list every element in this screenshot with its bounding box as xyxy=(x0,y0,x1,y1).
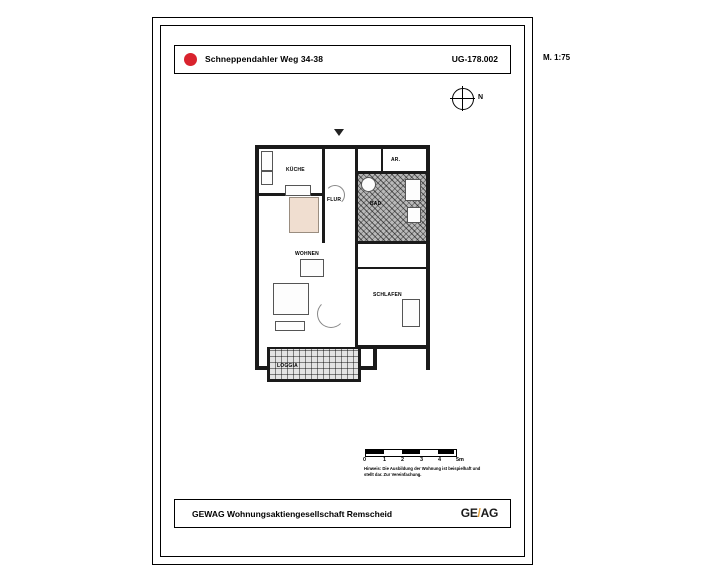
door-swing-flur xyxy=(325,185,345,205)
label-bad: BAD xyxy=(370,201,382,207)
label-flur: FLUR xyxy=(327,197,342,203)
scale-tick-4: 4 xyxy=(438,457,442,463)
disclaimer-note: Hinweis: Die Ausbildung der Wohnung ist beispielhaft und stellt dar. Zur Vereinfachung. xyxy=(364,466,481,477)
plan-title: Schneppendahler Weg 34-38 xyxy=(205,54,324,64)
kitchen-appliance xyxy=(261,171,273,185)
wall-bedroom-niche xyxy=(358,267,426,269)
bath-tub xyxy=(405,179,421,201)
logo-slash: / xyxy=(477,506,481,520)
logo-right: AG xyxy=(480,506,498,520)
wall-storage-divider xyxy=(381,149,383,171)
bath-wc xyxy=(407,207,421,223)
compass-icon xyxy=(452,88,474,110)
brand-dot-icon xyxy=(184,53,197,66)
title-block xyxy=(174,45,511,74)
wall-loggia-bottom xyxy=(267,379,361,382)
scale-tick-1: 1 xyxy=(383,457,387,463)
living-table xyxy=(273,283,309,315)
footer-block xyxy=(174,499,511,528)
wall-bottom-right xyxy=(355,345,430,349)
north-label: N xyxy=(478,94,484,101)
entrance-arrow-icon xyxy=(334,129,344,136)
label-kueche: KÜCHE xyxy=(286,167,305,173)
bedroom-wardrobe xyxy=(402,299,420,327)
living-sideboard xyxy=(275,321,305,331)
label-loggia: LOGGIA xyxy=(277,363,298,369)
bath-basin xyxy=(361,177,376,192)
label-wohnen: WOHNEN xyxy=(295,251,319,257)
scale-text: M. 1:75 xyxy=(543,53,571,62)
wall-loggia-top xyxy=(267,347,361,349)
wall-loggia-right xyxy=(358,347,361,382)
kitchen-counter xyxy=(261,151,273,171)
gewag-logo xyxy=(461,506,498,520)
wall-right xyxy=(426,145,430,370)
plan-code: UG-178.002 xyxy=(451,54,498,64)
scale-tick-0: 0 xyxy=(363,457,367,463)
wall-bottom-step xyxy=(373,345,377,370)
scale-bar xyxy=(365,449,457,457)
living-sofa xyxy=(300,259,324,277)
label-schlafen: SCHLAFEN xyxy=(373,292,402,298)
scale-tick-5: 5m xyxy=(456,457,464,463)
kitchen-unit xyxy=(285,185,311,196)
scale-tick-2: 2 xyxy=(401,457,405,463)
scale-tick-3: 3 xyxy=(420,457,424,463)
floor-plan-drawing xyxy=(255,135,430,390)
logo-left: GE xyxy=(460,506,478,520)
wall-loggia-left xyxy=(267,347,270,382)
company-name: GEWAG Wohnungsaktiengesellschaft Remscheid xyxy=(192,509,393,519)
label-ar: AR. xyxy=(391,157,401,163)
door-swing-living xyxy=(317,300,345,328)
living-cabinet xyxy=(289,197,319,233)
